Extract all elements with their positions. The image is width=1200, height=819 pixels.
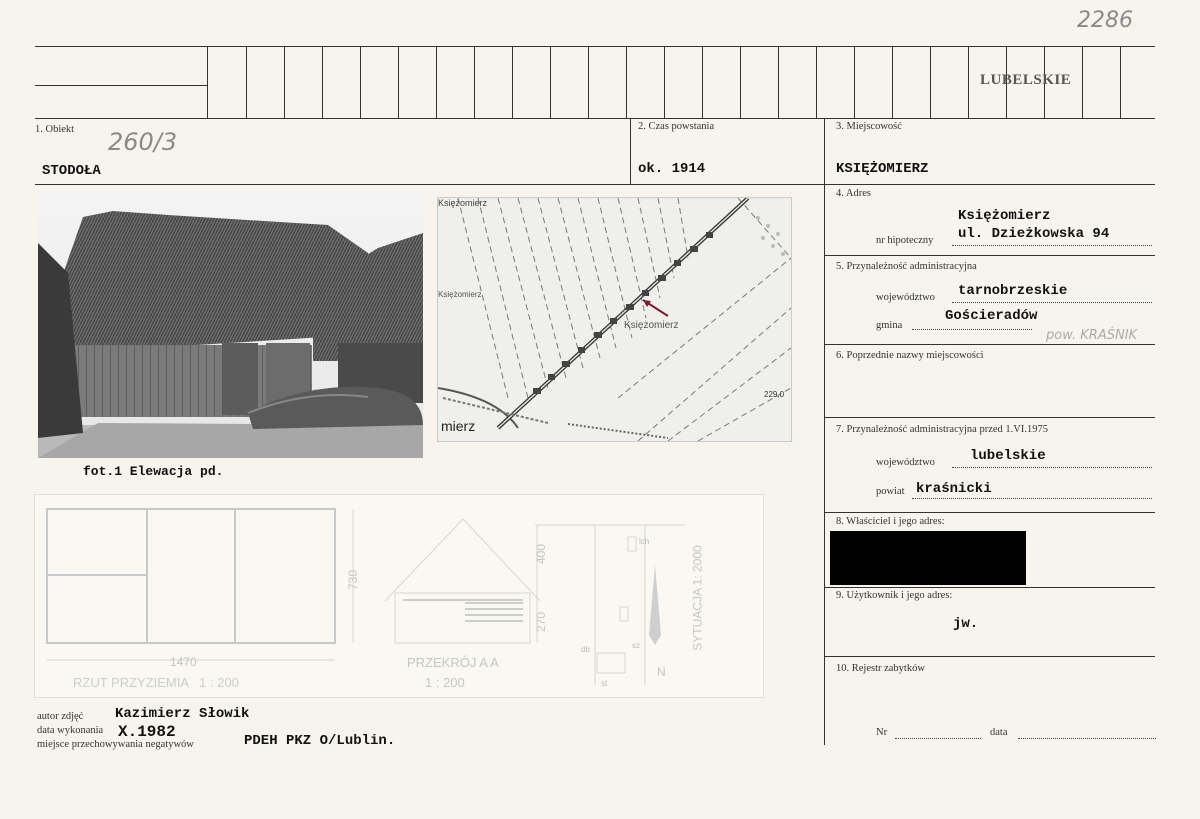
barn-photo bbox=[38, 193, 423, 458]
field3-label: 3. Miejscowość bbox=[836, 121, 902, 132]
section-h2: 270 bbox=[534, 611, 549, 633]
field5-label: 5. Przynależność administracyjna bbox=[836, 261, 977, 272]
field7-wojewodztwo: lubelskie bbox=[970, 448, 1046, 464]
date-value: X.1982 bbox=[118, 723, 176, 741]
storage-value: PDEH PKZ O/Lublin. bbox=[244, 733, 396, 749]
field4-label: 4. Adres bbox=[836, 188, 871, 199]
north-mark: N bbox=[657, 665, 666, 679]
section-h1: 400 bbox=[534, 543, 549, 565]
field4-line2: ul. Dzieżkowska 94 bbox=[958, 226, 1110, 242]
field4-hipoteczny-label: nr hipoteczny bbox=[876, 235, 934, 246]
field5-gmina-label: gmina bbox=[876, 320, 903, 331]
field7-powiat: kraśnicki bbox=[916, 481, 992, 497]
location-map bbox=[437, 197, 792, 442]
plan-label: RZUT PRZYZIEMIA 1 : 200 bbox=[73, 675, 239, 690]
field10-data-label: data bbox=[990, 727, 1008, 738]
field2-value: ok. 1914 bbox=[638, 161, 706, 177]
plan-depth: 730 bbox=[346, 569, 361, 591]
map-label-left: Księżomierz bbox=[438, 290, 482, 299]
map-elevation: 229,0 bbox=[764, 390, 785, 399]
situation-mark-lch: lch bbox=[639, 537, 650, 546]
technical-drawings bbox=[34, 494, 764, 698]
field7-wojewodztwo-label: województwo bbox=[876, 457, 935, 468]
storage-label: miejsce przechowywania negatywów bbox=[37, 739, 194, 750]
field1-label: 1. Obiekt bbox=[35, 124, 75, 135]
map-label-top: Księżomierz bbox=[438, 198, 488, 208]
field4-line1: Księżomierz bbox=[958, 208, 1051, 224]
field1-handwritten-number: 260/3 bbox=[108, 128, 178, 156]
field1-value: STODOŁA bbox=[42, 163, 101, 179]
plan-width: 1470 bbox=[170, 655, 197, 669]
situation-label: SYTUACJA 1: 2000 bbox=[690, 545, 705, 651]
field5-gmina: Gościeradów bbox=[945, 308, 1038, 324]
section-scale: 1 : 200 bbox=[425, 675, 465, 690]
field6-label: 6. Poprzednie nazwy miejscowości bbox=[836, 350, 984, 361]
field10-nr-label: Nr bbox=[876, 727, 888, 738]
field9-label: 9. Użytkownik i jego adres: bbox=[836, 590, 953, 601]
situation-mark-sz: sz bbox=[632, 641, 640, 650]
field5-wojewodztwo: tarnobrzeskie bbox=[958, 283, 1068, 299]
region-name: LUBELSKIE bbox=[980, 72, 1072, 88]
field5-wojewodztwo-label: województwo bbox=[876, 292, 935, 303]
section-label: PRZEKRÓJ A A bbox=[407, 655, 499, 670]
field3-value: KSIĘŻOMIERZ bbox=[836, 161, 929, 177]
author-label: autor zdjęć bbox=[37, 711, 84, 722]
field5-handwritten-note: pow. KRAŚNIK bbox=[1046, 328, 1138, 343]
field9-value: jw. bbox=[953, 616, 979, 632]
field7-label: 7. Przynależność administracyjna przed 1.VI.1975 bbox=[836, 424, 1048, 435]
catalog-number: 2286 bbox=[1077, 8, 1133, 33]
redacted-owner-address bbox=[830, 531, 1026, 585]
situation-mark-st: st bbox=[601, 679, 608, 688]
field2-label: 2. Czas powstania bbox=[638, 121, 715, 132]
situation-mark-db: db bbox=[581, 645, 590, 654]
photo-caption: fot.1 Elewacja pd. bbox=[83, 464, 224, 479]
field8-label: 8. Właściciel i jego adres: bbox=[836, 516, 945, 527]
author-value: Kazimierz Słowik bbox=[115, 706, 250, 722]
map-label-bottom: mierz bbox=[441, 418, 476, 434]
field7-powiat-label: powiat bbox=[876, 486, 905, 497]
date-label: data wykonania bbox=[37, 725, 104, 736]
field10-label: 10. Rejestr zabytków bbox=[836, 663, 925, 674]
map-label-center: Księżomierz bbox=[624, 320, 679, 331]
